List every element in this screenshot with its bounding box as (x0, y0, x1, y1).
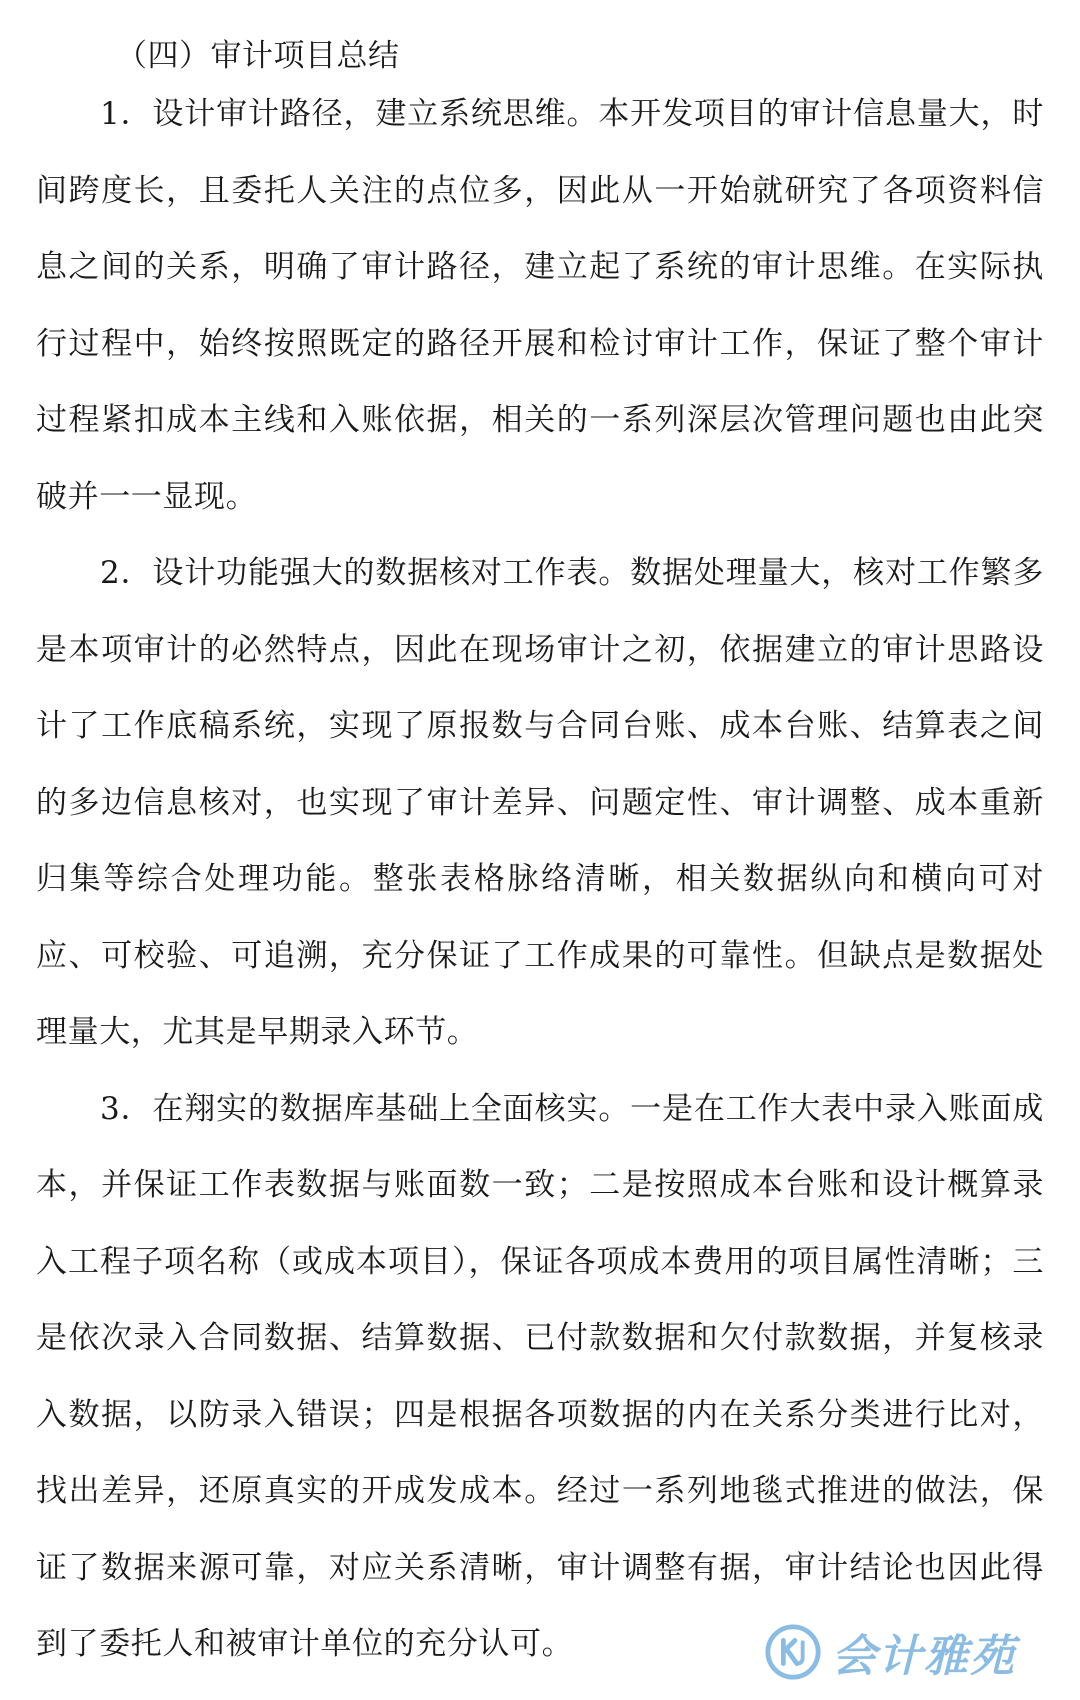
kj-logo-icon (764, 1623, 822, 1681)
paragraph-1: 1．设计审计路径，建立系统思维。本开发项目的审计信息量大，时间跨度长，且委托人关注的点位多，因此从一开始就研究了各项资料信息之间的关系，明确了审计路径，建立起了系统的审计思维。在实际执行过程中，始终按照既定的路径开展和检讨审计工作，保证了整个审计过程紧扣成本主线和入账依据，相关的一系列深层次管理问题也由此突破并一一显现。 (36, 96, 1044, 515)
watermark (764, 1620, 1016, 1684)
watermark-text: 会计雅苑 (832, 1631, 1016, 1682)
document-page (36, 0, 1044, 1683)
paragraph-3: 3．在翔实的数据库基础上全面核实。一是在工作大表中录入账面成本，并保证工作表数据与账面数一致；二是按照成本台账和设计概算录入工程子项名称（或成本项目），保证各项成本费用的项目属性清晰；三是依次录入合同数据、结算数据、已付款数据和欠付款数据，并复核录入数据，以防录入错误；四是根据各项数据的内在关系分类进行比对，找出差异，还原真实的开成发成本。经过一系列地毯式推进的做法，保证了数据来源可靠，对应关系清晰，审计调整有据，审计结论也因此得到了委托人和被审计单位的充分认可。 (36, 1090, 1044, 1662)
section-heading: （四）审计项目总结 (116, 38, 400, 74)
paragraph-2: 2．设计功能强大的数据核对工作表。数据处理量大，核对工作繁多是本项审计的必然特点，因此在现场审计之初，依据建立的审计思路设计了工作底稿系统，实现了原报数与合同台账、成本台账、结算表之间的多边信息核对，也实现了审计差异、问题定性、审计调整、成本重新归集等综合处理功能。整张表格脉络清晰，相关数据纵向和横向可对应、可校验、可追溯，充分保证了工作成果的可靠性。但缺点是数据处理量大，尤其是早期录入环节。 (36, 555, 1044, 1050)
